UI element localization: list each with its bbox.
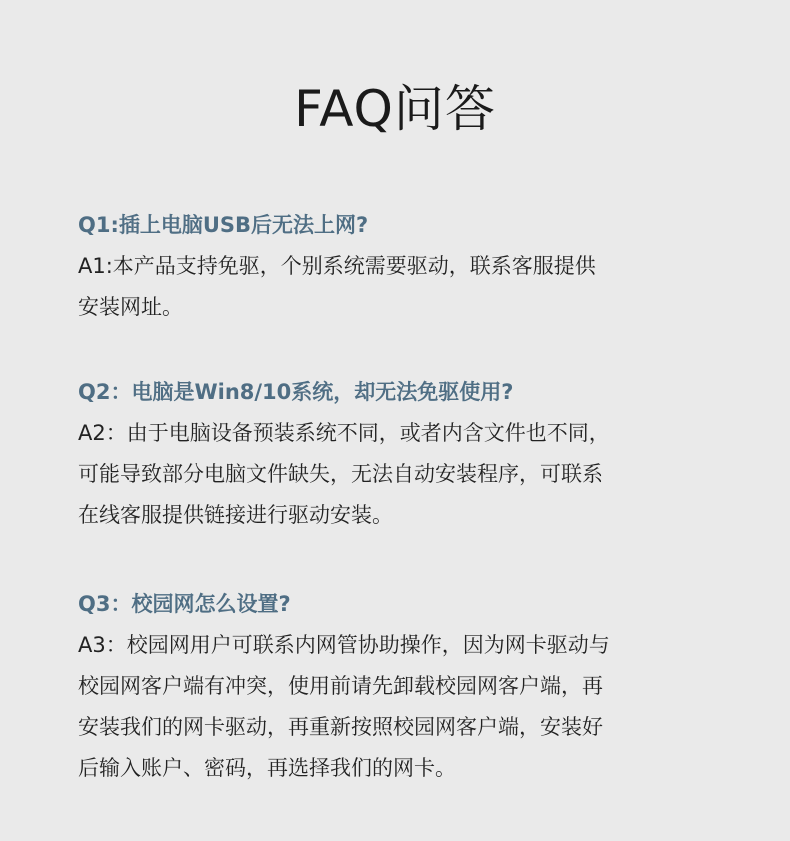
faq-answer-1: [78, 246, 718, 328]
faq-answer-2-line-1: A2：由于电脑设备预装系统不同，或者内含文件也不同，: [78, 421, 610, 445]
faq-answer-1-line-2: 安装网址。: [78, 295, 183, 319]
faq-item-2: [78, 378, 718, 536]
faq-answer-2: [78, 413, 718, 536]
faq-question-1: Q1:插上电脑USB后无法上网?: [78, 213, 369, 237]
faq-answer-3-line-1: A3：校园网用户可联系内网管协助操作，因为网卡驱动与: [78, 633, 610, 657]
faq-answer-3-line-2: 校园网客户端有冲突，使用前请先卸载校园网客户端，再: [78, 674, 603, 698]
faq-answer-3-line-3: 安装我们的网卡驱动，再重新按照校园网客户端，安装好: [78, 715, 603, 739]
faq-item-3: [78, 590, 718, 789]
faq-answer-3-line-4: 后输入账户、密码，再选择我们的网卡。: [78, 756, 456, 780]
faq-item-1: [78, 211, 718, 328]
page-title: FAQ问答: [294, 80, 496, 138]
faq-answer-1-line-1: A1:本产品支持免驱，个别系统需要驱动，联系客服提供: [78, 254, 596, 278]
faq-answer-2-line-2: 可能导致部分电脑文件缺失，无法自动安装程序，可联系: [78, 462, 603, 486]
faq-answer-3: [78, 625, 718, 789]
faq-question-3: Q3：校园网怎么设置?: [78, 592, 291, 616]
faq-answer-2-line-3: 在线客服提供链接进行驱动安装。: [78, 503, 393, 527]
faq-question-2: Q2：电脑是Win8/10系统，却无法免驱使用?: [78, 380, 514, 404]
